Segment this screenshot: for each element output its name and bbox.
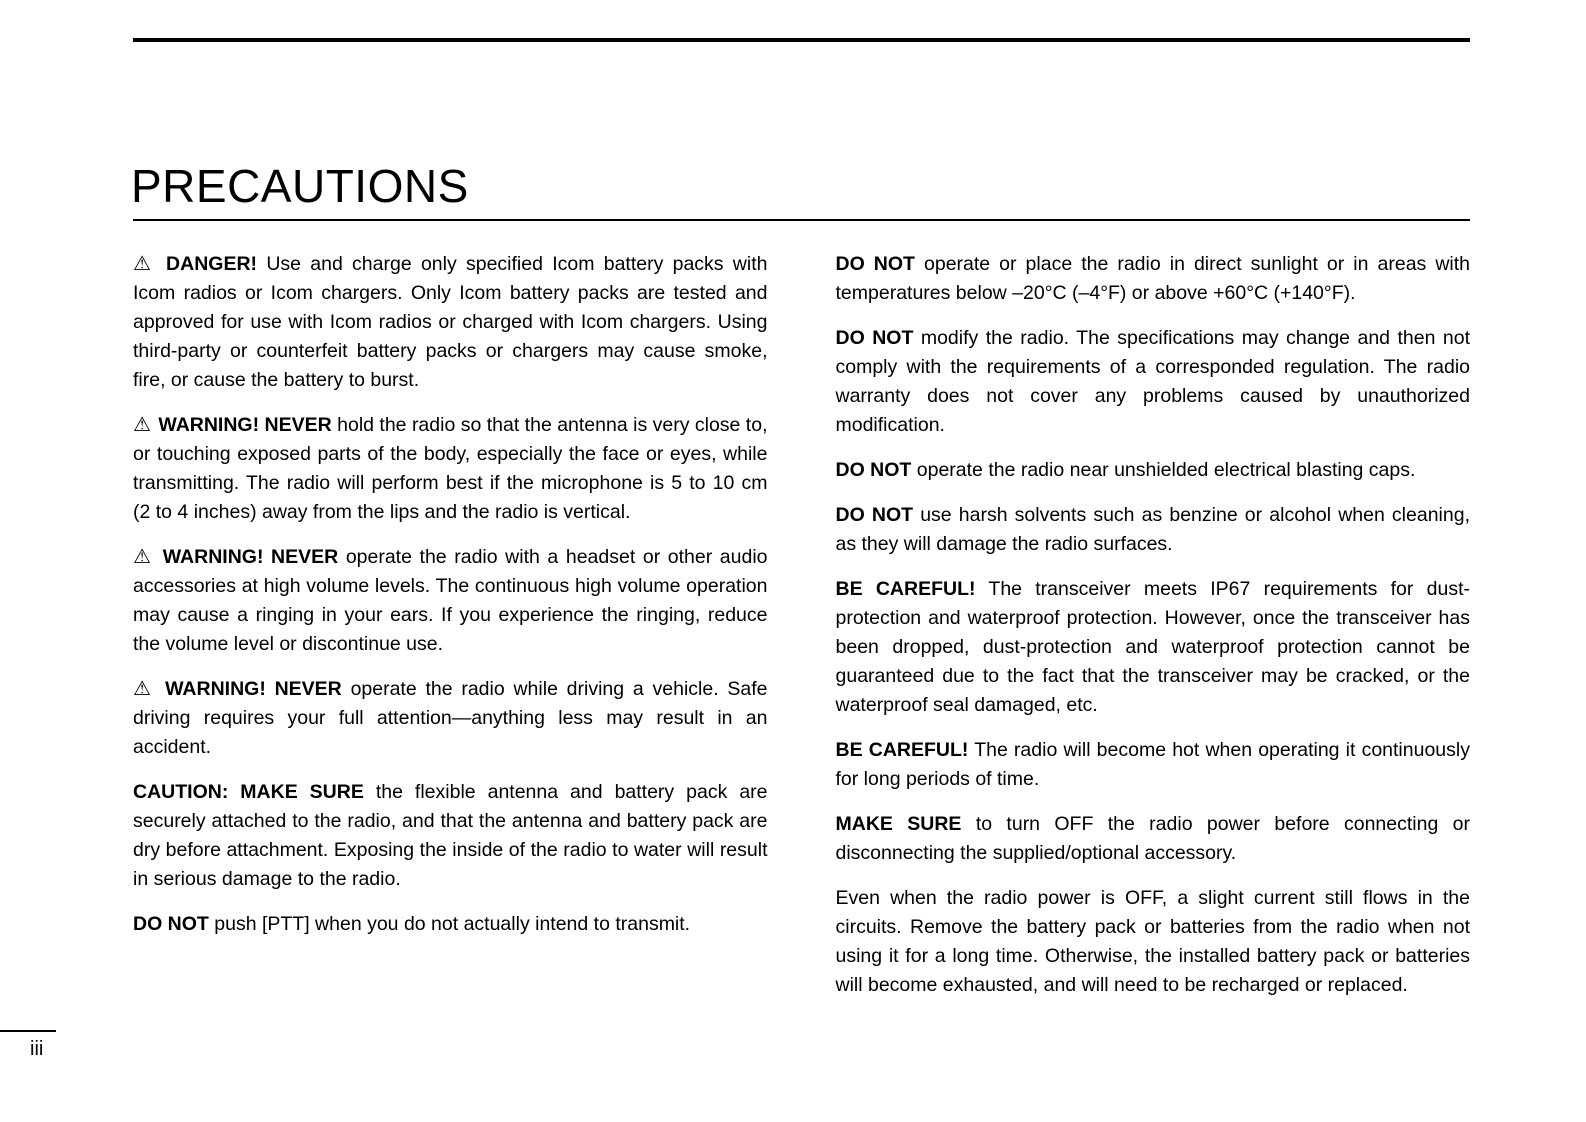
title-rule	[133, 219, 1470, 221]
precaution-paragraph: DO NOT use harsh solvents such as benzine or alcohol when cleaning, as they will damage the radio surfaces.	[835, 504, 1470, 555]
warning-triangle-icon: ⚠	[133, 678, 155, 700]
precaution-paragraph: ⚠ DANGER! Use and charge only specified Icom battery packs with Icom radios or Icom chargers. Only Icom battery packs are tested and approved for use with Icom radios or charged with Icom chargers. Using third-party or counterfeit battery packs or chargers may cause smoke, fire, or cause the battery to burst.	[133, 253, 768, 391]
top-rule	[133, 38, 1470, 42]
precaution-paragraph: DO NOT push [PTT] when you do not actually intend to transmit.	[133, 913, 691, 935]
left-column	[133, 250, 768, 1016]
precaution-paragraph: Even when the radio power is OFF, a slight current still flows in the circuits. Remove the battery pack or batteries from the radio when not using it for a long time. Otherwise, the installed battery pack or batteries will become exhausted, and will need to be recharged or replaced.	[835, 887, 1470, 996]
paragraph-lead: DO NOT	[835, 253, 915, 275]
paragraph-lead: DO NOT	[835, 504, 914, 526]
paragraph-lead: BE CAREFUL!	[835, 578, 976, 600]
warning-triangle-icon: ⚠	[133, 414, 151, 436]
page-number: iii	[30, 1038, 44, 1060]
precautions-columns	[133, 250, 1470, 1016]
page-title: PRECAUTIONS	[131, 160, 469, 212]
precaution-paragraph: CAUTION: MAKE SURE the flexible antenna and battery pack are securely attached to the radio, and that the antenna and battery pack are dry before attachment. Exposing the inside of the radio to water will result in serious damage to the radio.	[133, 781, 768, 890]
precaution-paragraph: ⚠ WARNING! NEVER operate the radio with a headset or other audio accessories at high volume levels. The continuous high volume operation may cause a ringing in your ears. If you experience the ringing, reduce the volume level or discontinue use.	[133, 546, 768, 655]
footer-rule	[0, 1030, 56, 1032]
precaution-paragraph: ⚠ WARNING! NEVER operate the radio while driving a vehicle. Safe driving requires your full attention—anything less may result in an accident.	[133, 678, 768, 758]
warning-triangle-icon: ⚠	[133, 253, 155, 275]
paragraph-lead: DANGER!	[166, 253, 258, 275]
paragraph-lead: WARNING! NEVER	[162, 546, 339, 568]
paragraph-lead: WARNING! NEVER	[158, 414, 332, 436]
precaution-paragraph: DO NOT operate or place the radio in direct sunlight or in areas with temperatures below –20°C (–4°F) or above +60°C (+140°F).	[835, 253, 1470, 304]
precaution-paragraph: MAKE SURE to turn OFF the radio power before connecting or disconnecting the supplied/optional accessory.	[835, 813, 1471, 864]
paragraph-lead: DO NOT	[133, 913, 209, 935]
warning-triangle-icon: ⚠	[133, 546, 154, 568]
precaution-paragraph: BE CAREFUL! The radio will become hot when operating it continuously for long periods of time.	[835, 739, 1470, 790]
paragraph-lead: CAUTION: MAKE SURE	[133, 781, 364, 803]
paragraph-lead: MAKE SURE	[835, 813, 962, 835]
precaution-paragraph: DO NOT operate the radio near unshielded electrical blasting caps.	[835, 459, 1416, 481]
precaution-paragraph: DO NOT modify the radio. The specifications may change and then not comply with the requirements of a corresponded regulation. The radio warranty does not cover any problems caused by unauthorized modification.	[835, 327, 1470, 436]
precaution-paragraph: ⚠ WARNING! NEVER hold the radio so that the antenna is very close to, or touching exposed parts of the body, especially the face or eyes, while transmitting. The radio will perform best if the microphone is 5 to 10 cm (2 to 4 inches) away from the lips and the radio is vertical.	[133, 414, 768, 523]
paragraph-lead: WARNING! NEVER	[165, 678, 342, 700]
right-column	[836, 250, 1471, 1016]
paragraph-lead: BE CAREFUL!	[835, 739, 969, 761]
paragraph-lead: DO NOT	[835, 327, 914, 349]
precaution-paragraph: BE CAREFUL! The transceiver meets IP67 requirements for dust-protection and waterproof protection. However, once the transceiver has been dropped, dust-protection and waterproof protection cannot be guaranteed due to the fact that the transceiver may be cracked, or the waterproof seal damaged, etc.	[835, 578, 1470, 716]
paragraph-lead: DO NOT	[835, 459, 912, 481]
